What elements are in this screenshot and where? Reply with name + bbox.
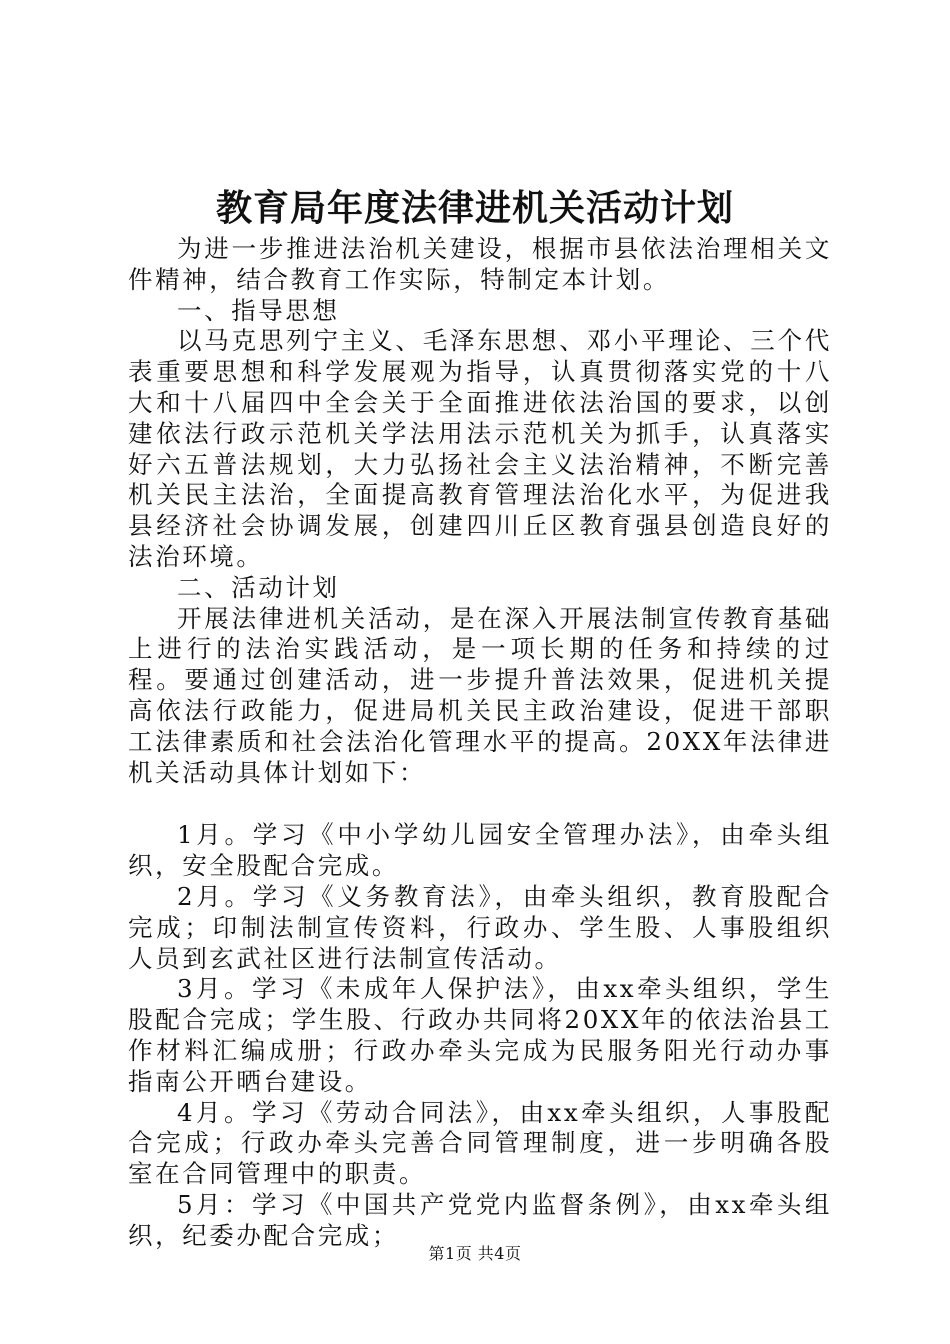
plan-item-february: 2月。学习《义务教育法》，由牵头组织，教育股配合完成；印制法制宣传资料，行政办、学生股、人事股组织人员到玄武社区进行法制宣传活动。 [128,881,832,973]
page-number-footer: 第1页 共4页 [428,1244,522,1263]
guiding-thought-paragraph: 以马克思列宁主义、毛泽东思想、邓小平理论、三个代表重要思想和科学发展观为指导，认真贯彻落实党的十八大和十八届四中全会关于全面推进依法治国的要求，以创建依法行政示范机关学法用法示范机关为抓手，认真落实好六五普法规划，大力弘扬社会主义法治精神，不断完善机关民主法治，全面提高教育管理法治化水平，为促进我县经济社会协调发展，创建四川丘区教育强县创造良好的法治环境。 [128,326,832,571]
intro-paragraph: 为进一步推进法治机关建设，根据市县依法治理相关文件精神，结合教育工作实际，特制定本计划。 [128,234,832,294]
document-title: 教育局年度法律进机关活动计划 [215,187,734,229]
section-heading-guiding-thought: 一、指导思想 [177,295,340,325]
plan-item-may: 5月：学习《中国共产党党内监督条例》，由xx牵头组织，纪委办配合完成； [128,1189,832,1250]
activity-plan-paragraph: 开展法律进机关活动，是在深入开展法制宣传教育基础上进行的法治实践活动，是一项长期的任务和持续的过程。要通过创建活动，进一步提升普法效果，促进机关提高依法行政能力，促进局机关民主政治建设，促进干部职工法律素质和社会法治化管理水平的提高。20XX年法律进机关活动具体计划如下： [128,603,832,787]
section-heading-activity-plan: 二、活动计划 [177,572,340,602]
plan-item-april: 4月。学习《劳动合同法》，由xx牵头组织，人事股配合完成；行政办牵头完善合同管理制度，进一步明确各股室在合同管理中的职责。 [128,1097,832,1189]
document-body [128,234,832,1252]
plan-item-march: 3月。学习《未成年人保护法》，由xx牵头组织，学生股配合完成；学生股、行政办共同将20XX年的依法治县工作材料汇编成册；行政办牵头完成为民服务阳光行动办事指南公开晒台建设。 [128,974,832,1096]
paragraph-gap [128,788,832,820]
plan-item-january: 1月。学习《中小学幼儿园安全管理办法》，由牵头组织，安全股配合完成。 [128,820,832,881]
